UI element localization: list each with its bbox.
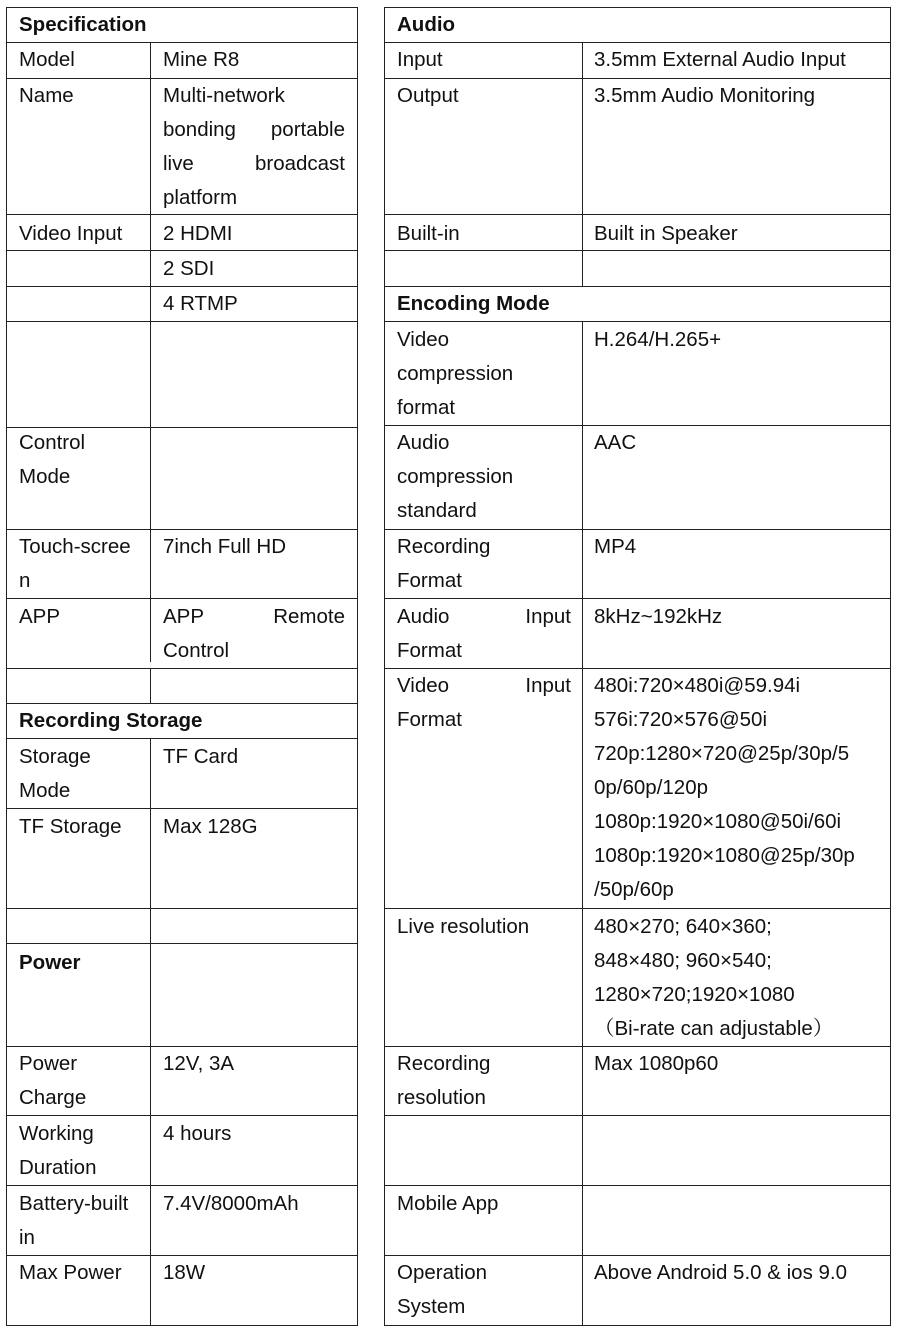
storage-mode-value: TF Card [163, 745, 239, 768]
video-input-value: 4 RTMP [163, 292, 238, 315]
tf-storage-value: Max 128G [163, 815, 258, 838]
builtin-value: Built in Speaker [594, 222, 738, 245]
name-label: Name [19, 84, 74, 107]
model-value: Mine R8 [163, 48, 240, 71]
power-header: Power [19, 951, 81, 974]
output-value: 3.5mm Audio Monitoring [594, 84, 816, 107]
video-compression-value: H.264/H.265+ [594, 328, 722, 351]
audio-header: Audio [397, 13, 456, 36]
builtin-label: Built-in [397, 222, 460, 245]
working-duration-value: 4 hours [163, 1122, 232, 1145]
power-charge-value: 12V, 3A [163, 1052, 235, 1075]
operation-system-value: Above Android 5.0 & ios 9.0 [594, 1261, 848, 1284]
specification-header: Specification [19, 13, 147, 36]
video-input-value: 2 HDMI [163, 222, 233, 245]
audio-compression-value: AAC [594, 431, 637, 454]
mobile-app-label: Mobile App [397, 1192, 499, 1215]
model-label: Model [19, 48, 75, 71]
recording-format-value: MP4 [594, 535, 637, 558]
spec-sheet: Specification Model Mine R8 Name Multi-network bonding portable live broadcast platform Video Input 2 HDMI 2 SDI 4 RTMP Control Mode Touch-scree n 7inch Full HD APP APP Remote Control Recording Storage Storage Mode TF Card TF Storage Max 128G Power Power Charge 12V, 3A Working Duration 4 hours Battery-built in 7.4V/8000mAh Max Power 18W Audio Input 3.5mm External Audio Input Output 3.5mm Audio Monitoring Built-in Built in Speaker Encoding Mode Video compression format H.264/H.265+ Audio compression standard AAC Recording Format MP4 Audio Input Format 8kHz~192kHz Video Input Format 480i:720×480i@59.94i 576i:720×576@50i 720p:1280×720@25p/30p/5 0p/60p/120p 1080p:1920×1080@50i/60i 1080p:1920×1080@25p/30p /50p/60p Live resolution 480×270; 640×360; 848×480; 960×540; 1280×720;1920×1080 （Bi-rate can adjustable） Recording resolution Max 1080p60 Mobile App Operation System Above Android 5.0 & ios 9.0 [0, 0, 897, 1330]
video-input-value: 2 SDI [163, 257, 215, 280]
app-label: APP [19, 605, 61, 628]
touch-screen-value: 7inch Full HD [163, 535, 287, 558]
input-value: 3.5mm External Audio Input [594, 48, 846, 71]
max-power-value: 18W [163, 1261, 206, 1284]
battery-value: 7.4V/8000mAh [163, 1192, 299, 1215]
encoding-mode-header: Encoding Mode [397, 292, 550, 315]
output-label: Output [397, 84, 459, 107]
video-input-label: Video Input [19, 222, 123, 245]
max-power-label: Max Power [19, 1261, 122, 1284]
recording-resolution-value: Max 1080p60 [594, 1052, 719, 1075]
audio-input-format-value: 8kHz~192kHz [594, 605, 723, 628]
live-resolution-label: Live resolution [397, 915, 530, 938]
input-label: Input [397, 48, 443, 71]
recording-storage-header: Recording Storage [19, 709, 203, 732]
tf-storage-label: TF Storage [19, 815, 122, 838]
